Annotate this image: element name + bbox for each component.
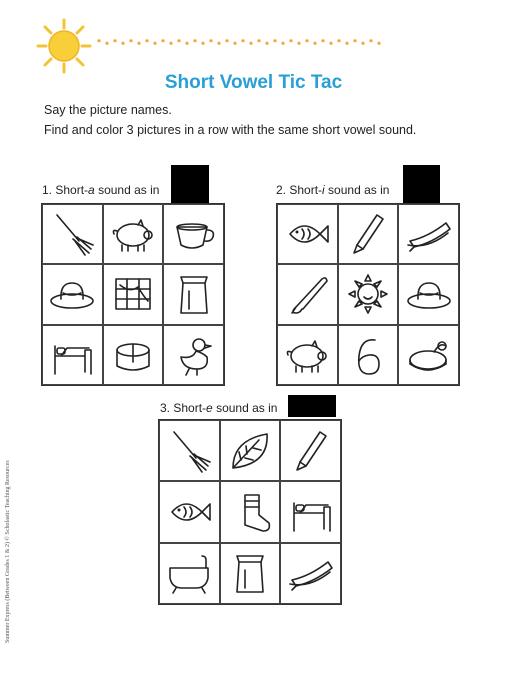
grid-1-cell-1[interactable] xyxy=(42,204,103,264)
mop-icon xyxy=(47,211,97,257)
grid-1-cell-3[interactable] xyxy=(163,204,224,264)
grid-3-cell-1[interactable] xyxy=(159,420,220,481)
grid-2-cell-7[interactable] xyxy=(277,325,338,385)
bed-icon xyxy=(47,332,97,378)
grid-1-cell-7[interactable] xyxy=(42,325,103,385)
hat-icon xyxy=(404,271,454,317)
grid-1-cell-6[interactable] xyxy=(163,264,224,324)
six-icon xyxy=(343,332,393,378)
grid-1-cell-5[interactable] xyxy=(103,264,164,324)
tub-icon xyxy=(164,550,214,596)
duck-icon xyxy=(169,332,219,378)
hat-icon xyxy=(47,271,97,317)
bag-icon xyxy=(169,271,219,317)
sock-icon xyxy=(225,489,275,535)
grid-3-cell-8[interactable] xyxy=(220,543,281,604)
grid-2-cell-8[interactable] xyxy=(338,325,399,385)
grid-2-cell-5[interactable] xyxy=(338,264,399,324)
bed-icon xyxy=(286,489,336,535)
pen-icon xyxy=(343,211,393,257)
section-2-label: 2. Short-i sound as in xyxy=(276,183,390,197)
fish-icon xyxy=(282,211,332,257)
grid-3-cell-5[interactable] xyxy=(220,481,281,542)
map-icon xyxy=(108,271,158,317)
grid-2-cell-3[interactable] xyxy=(398,204,459,264)
redacted-answer-box-1 xyxy=(171,165,209,203)
cup-icon xyxy=(169,211,219,257)
instruction-line-1: Say the picture names. xyxy=(44,103,172,117)
redacted-answer-box-3 xyxy=(288,395,336,417)
redacted-answer-box-2 xyxy=(403,165,440,203)
grid-2-cell-4[interactable] xyxy=(277,264,338,324)
grid-3-cell-9[interactable] xyxy=(280,543,341,604)
sun-icon xyxy=(343,271,393,317)
grid-3-cell-6[interactable] xyxy=(280,481,341,542)
dotted-border-decoration xyxy=(96,38,386,46)
bag-icon xyxy=(225,550,275,596)
grid-3-cell-7[interactable] xyxy=(159,543,220,604)
pin-icon xyxy=(282,271,332,317)
instruction-line-2: Find and color 3 pictures in a row with the same short vowel sound. xyxy=(44,123,417,137)
grid-1-cell-4[interactable] xyxy=(42,264,103,324)
grid-3-cell-2[interactable] xyxy=(220,420,281,481)
grid-1-cell-8[interactable] xyxy=(103,325,164,385)
fish-icon xyxy=(164,489,214,535)
grid-2-cell-2[interactable] xyxy=(338,204,399,264)
grid-1-cell-9[interactable] xyxy=(163,325,224,385)
section-1-label: 1. Short-a sound as in xyxy=(42,183,160,197)
tic-tac-grid-2 xyxy=(276,203,460,386)
section-3-label: 3. Short-e sound as in xyxy=(160,401,278,415)
grid-2-cell-1[interactable] xyxy=(277,204,338,264)
leaf-icon xyxy=(225,428,275,474)
mop-icon xyxy=(164,428,214,474)
pig-icon xyxy=(108,211,158,257)
sled-icon xyxy=(286,550,336,596)
grid-1-cell-2[interactable] xyxy=(103,204,164,264)
grid-2-cell-6[interactable] xyxy=(398,264,459,324)
sled-icon xyxy=(404,211,454,257)
pan-icon xyxy=(404,332,454,378)
pen-icon xyxy=(286,428,336,474)
worksheet-title: Short Vowel Tic Tac xyxy=(164,72,343,93)
cake-icon xyxy=(108,332,158,378)
sun-decoration-icon xyxy=(36,18,92,74)
grid-2-cell-9[interactable] xyxy=(398,325,459,385)
copyright-credit: Summer Express (Between Grades 1 & 2) © Scholastic Teaching Resources xyxy=(5,460,11,643)
tic-tac-grid-3 xyxy=(158,419,342,605)
pig-icon xyxy=(282,332,332,378)
tic-tac-grid-1 xyxy=(41,203,225,386)
grid-3-cell-3[interactable] xyxy=(280,420,341,481)
grid-3-cell-4[interactable] xyxy=(159,481,220,542)
